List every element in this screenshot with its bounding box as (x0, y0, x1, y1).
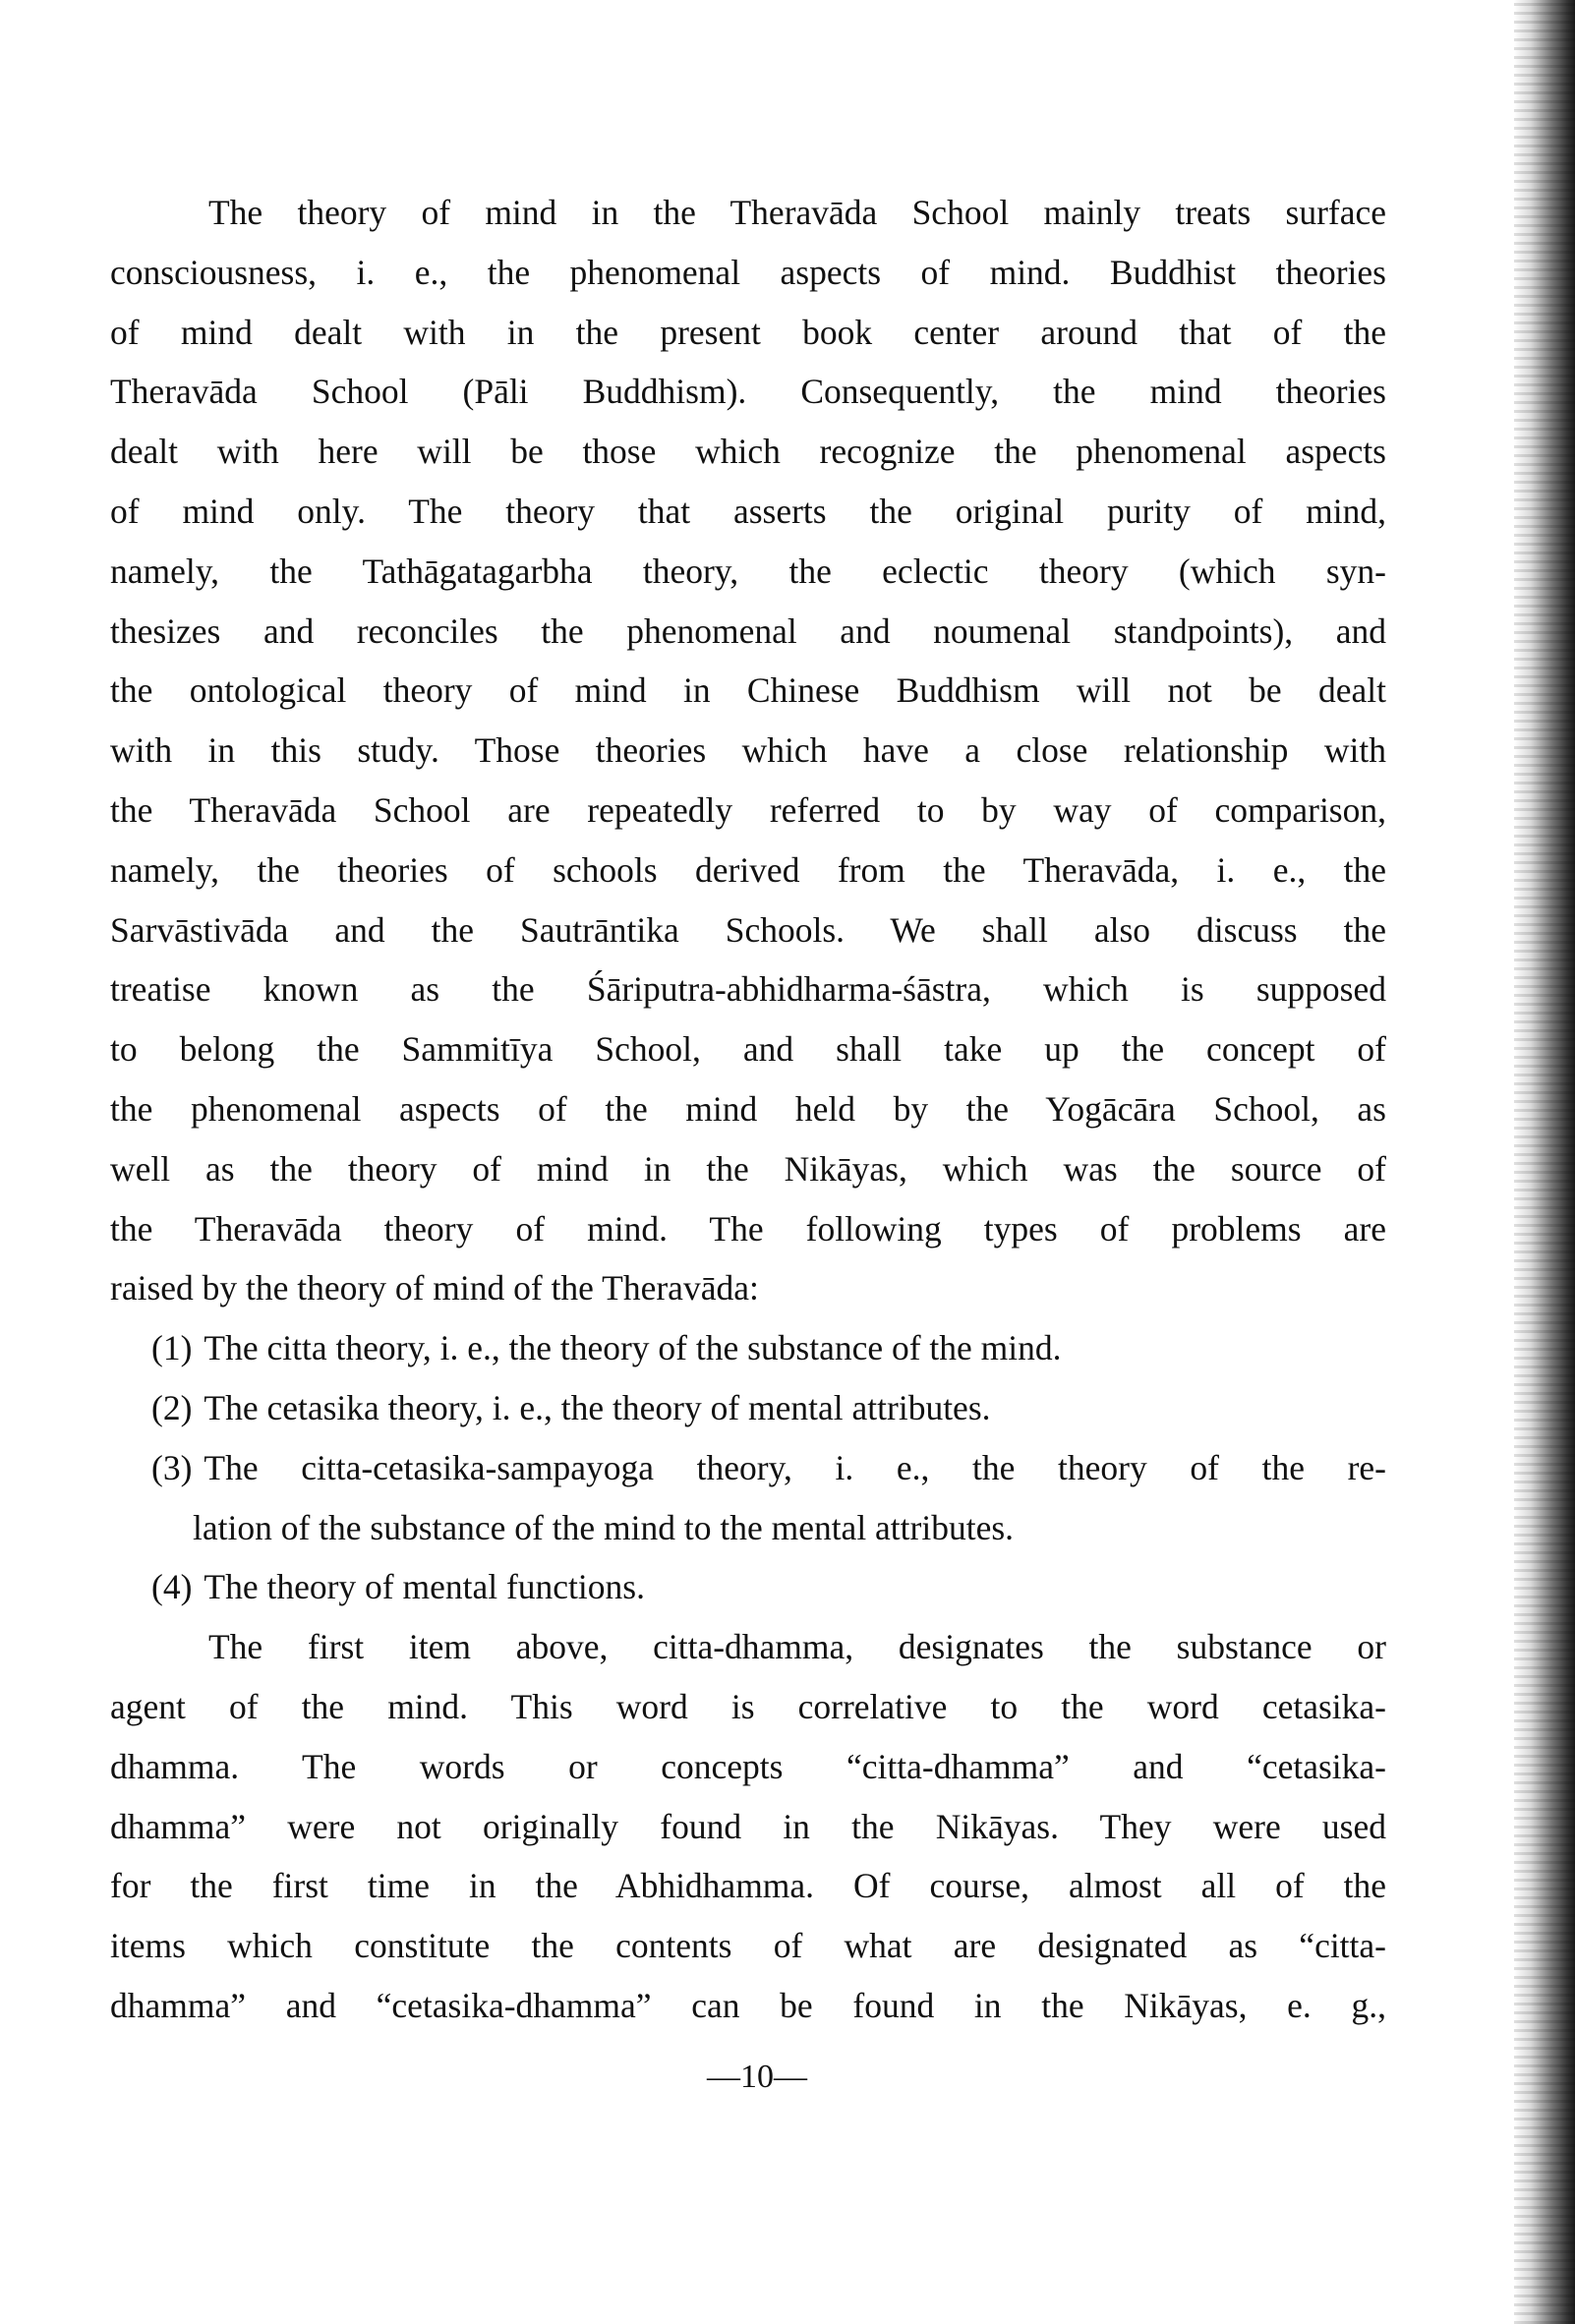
list-number: (4) (151, 1567, 193, 1607)
text-line: dhamma” and “cetasika-dhamma” can be found in the Nikāyas, e. g., (110, 1985, 1386, 2025)
list-number: (2) (151, 1387, 193, 1427)
list-text: The theory of mental functions. (204, 1567, 645, 1607)
text-line: thesizes and reconciles the phenomenal and noumenal standpoints), and (110, 610, 1386, 651)
list-number: (3) (151, 1447, 193, 1487)
text-line: treatise known as the Śāriputra-abhidharma-śāstra, which is supposed (110, 969, 1386, 1010)
list-number: (1) (151, 1328, 193, 1368)
text-line: consciousness, i. e., the phenomenal aspects of mind. Buddhist theories (110, 252, 1386, 292)
text-line: dealt with here will be those which recognize the phenomenal aspects (110, 432, 1386, 472)
text-line: the Theravāda theory of mind. The following types of problems are (110, 1208, 1386, 1249)
list-item (110, 1438, 1386, 1558)
text-line: The first item above, citta-dhamma, designates the substance or (208, 1627, 1386, 1667)
paragraph-2 (110, 1617, 1386, 2036)
body-text (110, 183, 1386, 2036)
text-line: agent of the mind. This word is correlative to the word cetasika- (110, 1686, 1386, 1726)
list-text: lation of the substance of the mind to the mental attributes. (193, 1507, 1015, 1547)
text-line: with in this study. Those theories which have a close relationship with (110, 730, 1386, 771)
text-line: Sarvāstivāda and the Sautrāntika Schools. We shall also discuss the (110, 909, 1386, 950)
text-line: the phenomenal aspects of the mind held by the Yogācāra School, as (110, 1088, 1386, 1129)
problem-list (110, 1318, 1386, 1617)
text-line: dhamma” were not originally found in the Nikāyas. They were used (110, 1806, 1386, 1846)
list-item (110, 1318, 1386, 1378)
list-text: The citta-cetasika-sampayoga theory, i. e., the theory of the re- (204, 1447, 1386, 1487)
text-line: Theravāda School (Pāli Buddhism). Consequently, the mind theories (110, 372, 1386, 412)
list-item (110, 1557, 1386, 1617)
text-line: the ontological theory of mind in Chinese Buddhism will not be dealt (110, 670, 1386, 711)
paragraph-1 (110, 183, 1386, 1318)
text-line: the Theravāda School are repeatedly referred to by way of comparison, (110, 789, 1386, 830)
page-number: —10— (707, 2059, 807, 2095)
text-line: of mind dealt with in the present book center around that of the (110, 312, 1386, 352)
binding-edge-shadow (1514, 0, 1575, 2324)
text-line: dhamma. The words or concepts “citta-dhamma” and “cetasika- (110, 1746, 1386, 1786)
text-line: of mind only. The theory that asserts the original purity of mind, (110, 491, 1386, 531)
list-text: The citta theory, i. e., the theory of the substance of the mind. (204, 1328, 1062, 1368)
text-line: to belong the Sammitīya School, and shall take up the concept of (110, 1029, 1386, 1070)
text-line: namely, the theories of schools derived from the Theravāda, i. e., the (110, 849, 1386, 890)
text-line: The theory of mind in the Theravāda School mainly treats surface (208, 193, 1386, 232)
text-line: for the first time in the Abhidhamma. Of course, almost all of the (110, 1866, 1386, 1906)
text-line: well as the theory of mind in the Nikāyas, which was the source of (110, 1148, 1386, 1189)
text-line: items which constitute the contents of what are designated as “citta- (110, 1926, 1386, 1966)
list-text: The cetasika theory, i. e., the theory of mental attributes. (204, 1387, 991, 1427)
text-line: raised by the theory of mind of the Theravāda: (110, 1268, 759, 1308)
list-item (110, 1378, 1386, 1438)
text-line: namely, the Tathāgatagarbha theory, the eclectic theory (which syn- (110, 551, 1386, 591)
